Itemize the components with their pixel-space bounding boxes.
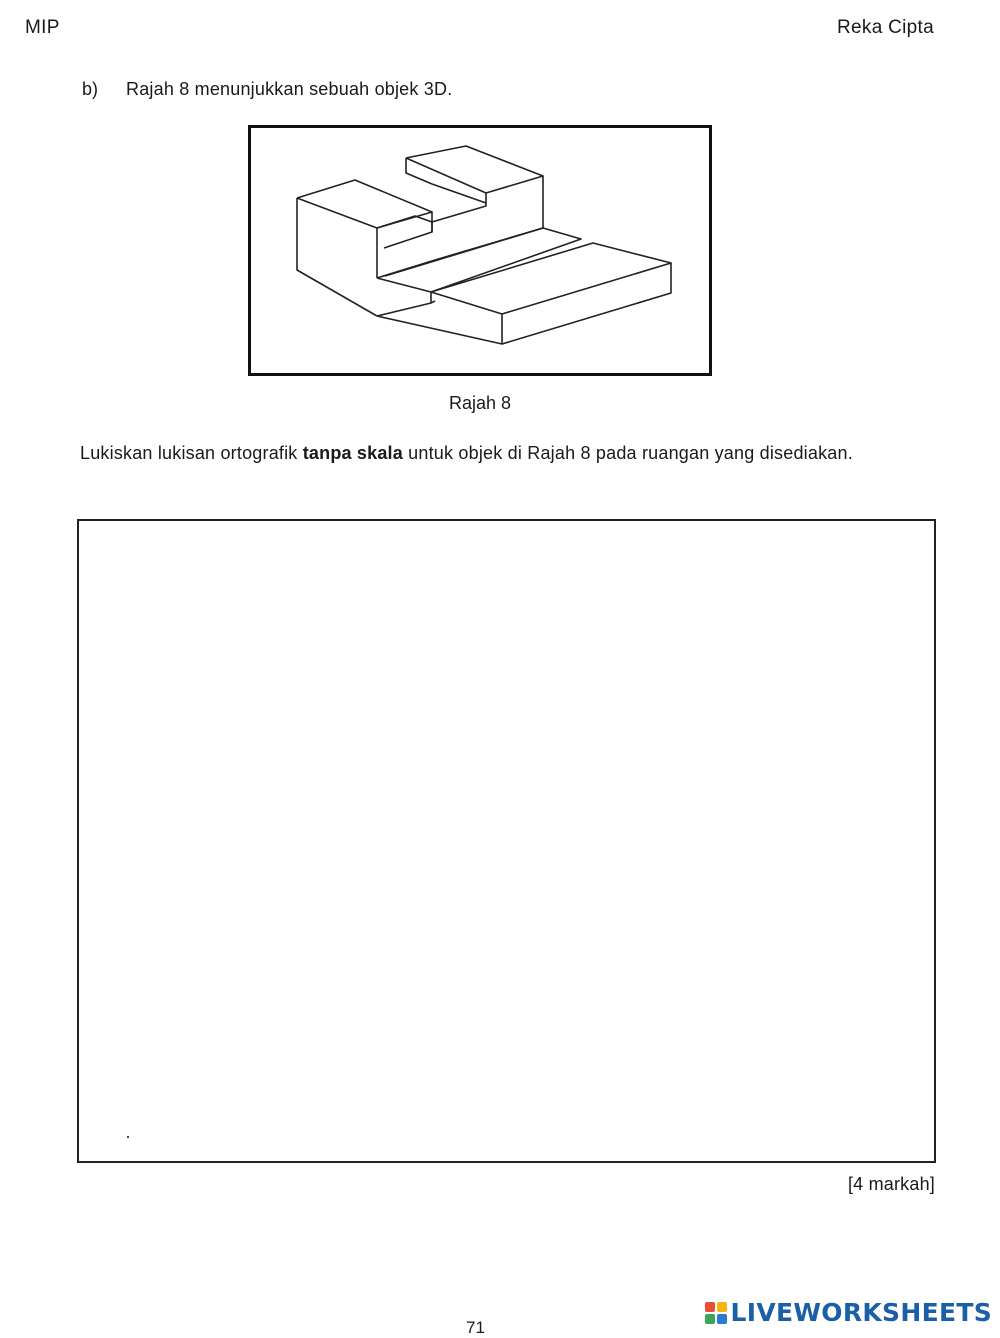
page-number: 71: [466, 1318, 485, 1337]
logo-square-blue: [717, 1314, 727, 1324]
instruction-part2: untuk objek di Rajah 8 pada ruangan yang disediakan.: [402, 443, 853, 463]
question-label: b): [82, 79, 99, 99]
figure-frame: [248, 125, 712, 376]
instruction-emphasis: tanpa skala: [302, 443, 403, 463]
instruction-part1: Lukiskan lukisan ortografik: [80, 443, 303, 463]
watermark-text: LIVEWORKSHEETS: [730, 1298, 992, 1327]
logo-square-red: [705, 1302, 715, 1312]
header-left-code: MIP: [25, 17, 60, 38]
logo-square-green: [705, 1314, 715, 1324]
header-subject: Reka Cipta: [837, 17, 934, 38]
liveworksheets-watermark: [705, 1298, 992, 1327]
liveworksheets-logo-icon: [705, 1302, 727, 1324]
marks-label: [4 markah]: [847, 1174, 935, 1194]
isometric-object-drawing: [251, 128, 709, 373]
logo-square-yellow: [717, 1302, 727, 1312]
question-text: Rajah 8 menunjukkan sebuah objek 3D.: [126, 79, 453, 99]
scan-speck: [127, 1136, 129, 1138]
figure-caption: Rajah 8: [448, 393, 512, 413]
instruction-text: [80, 441, 920, 466]
answer-drawing-area[interactable]: [77, 519, 936, 1163]
